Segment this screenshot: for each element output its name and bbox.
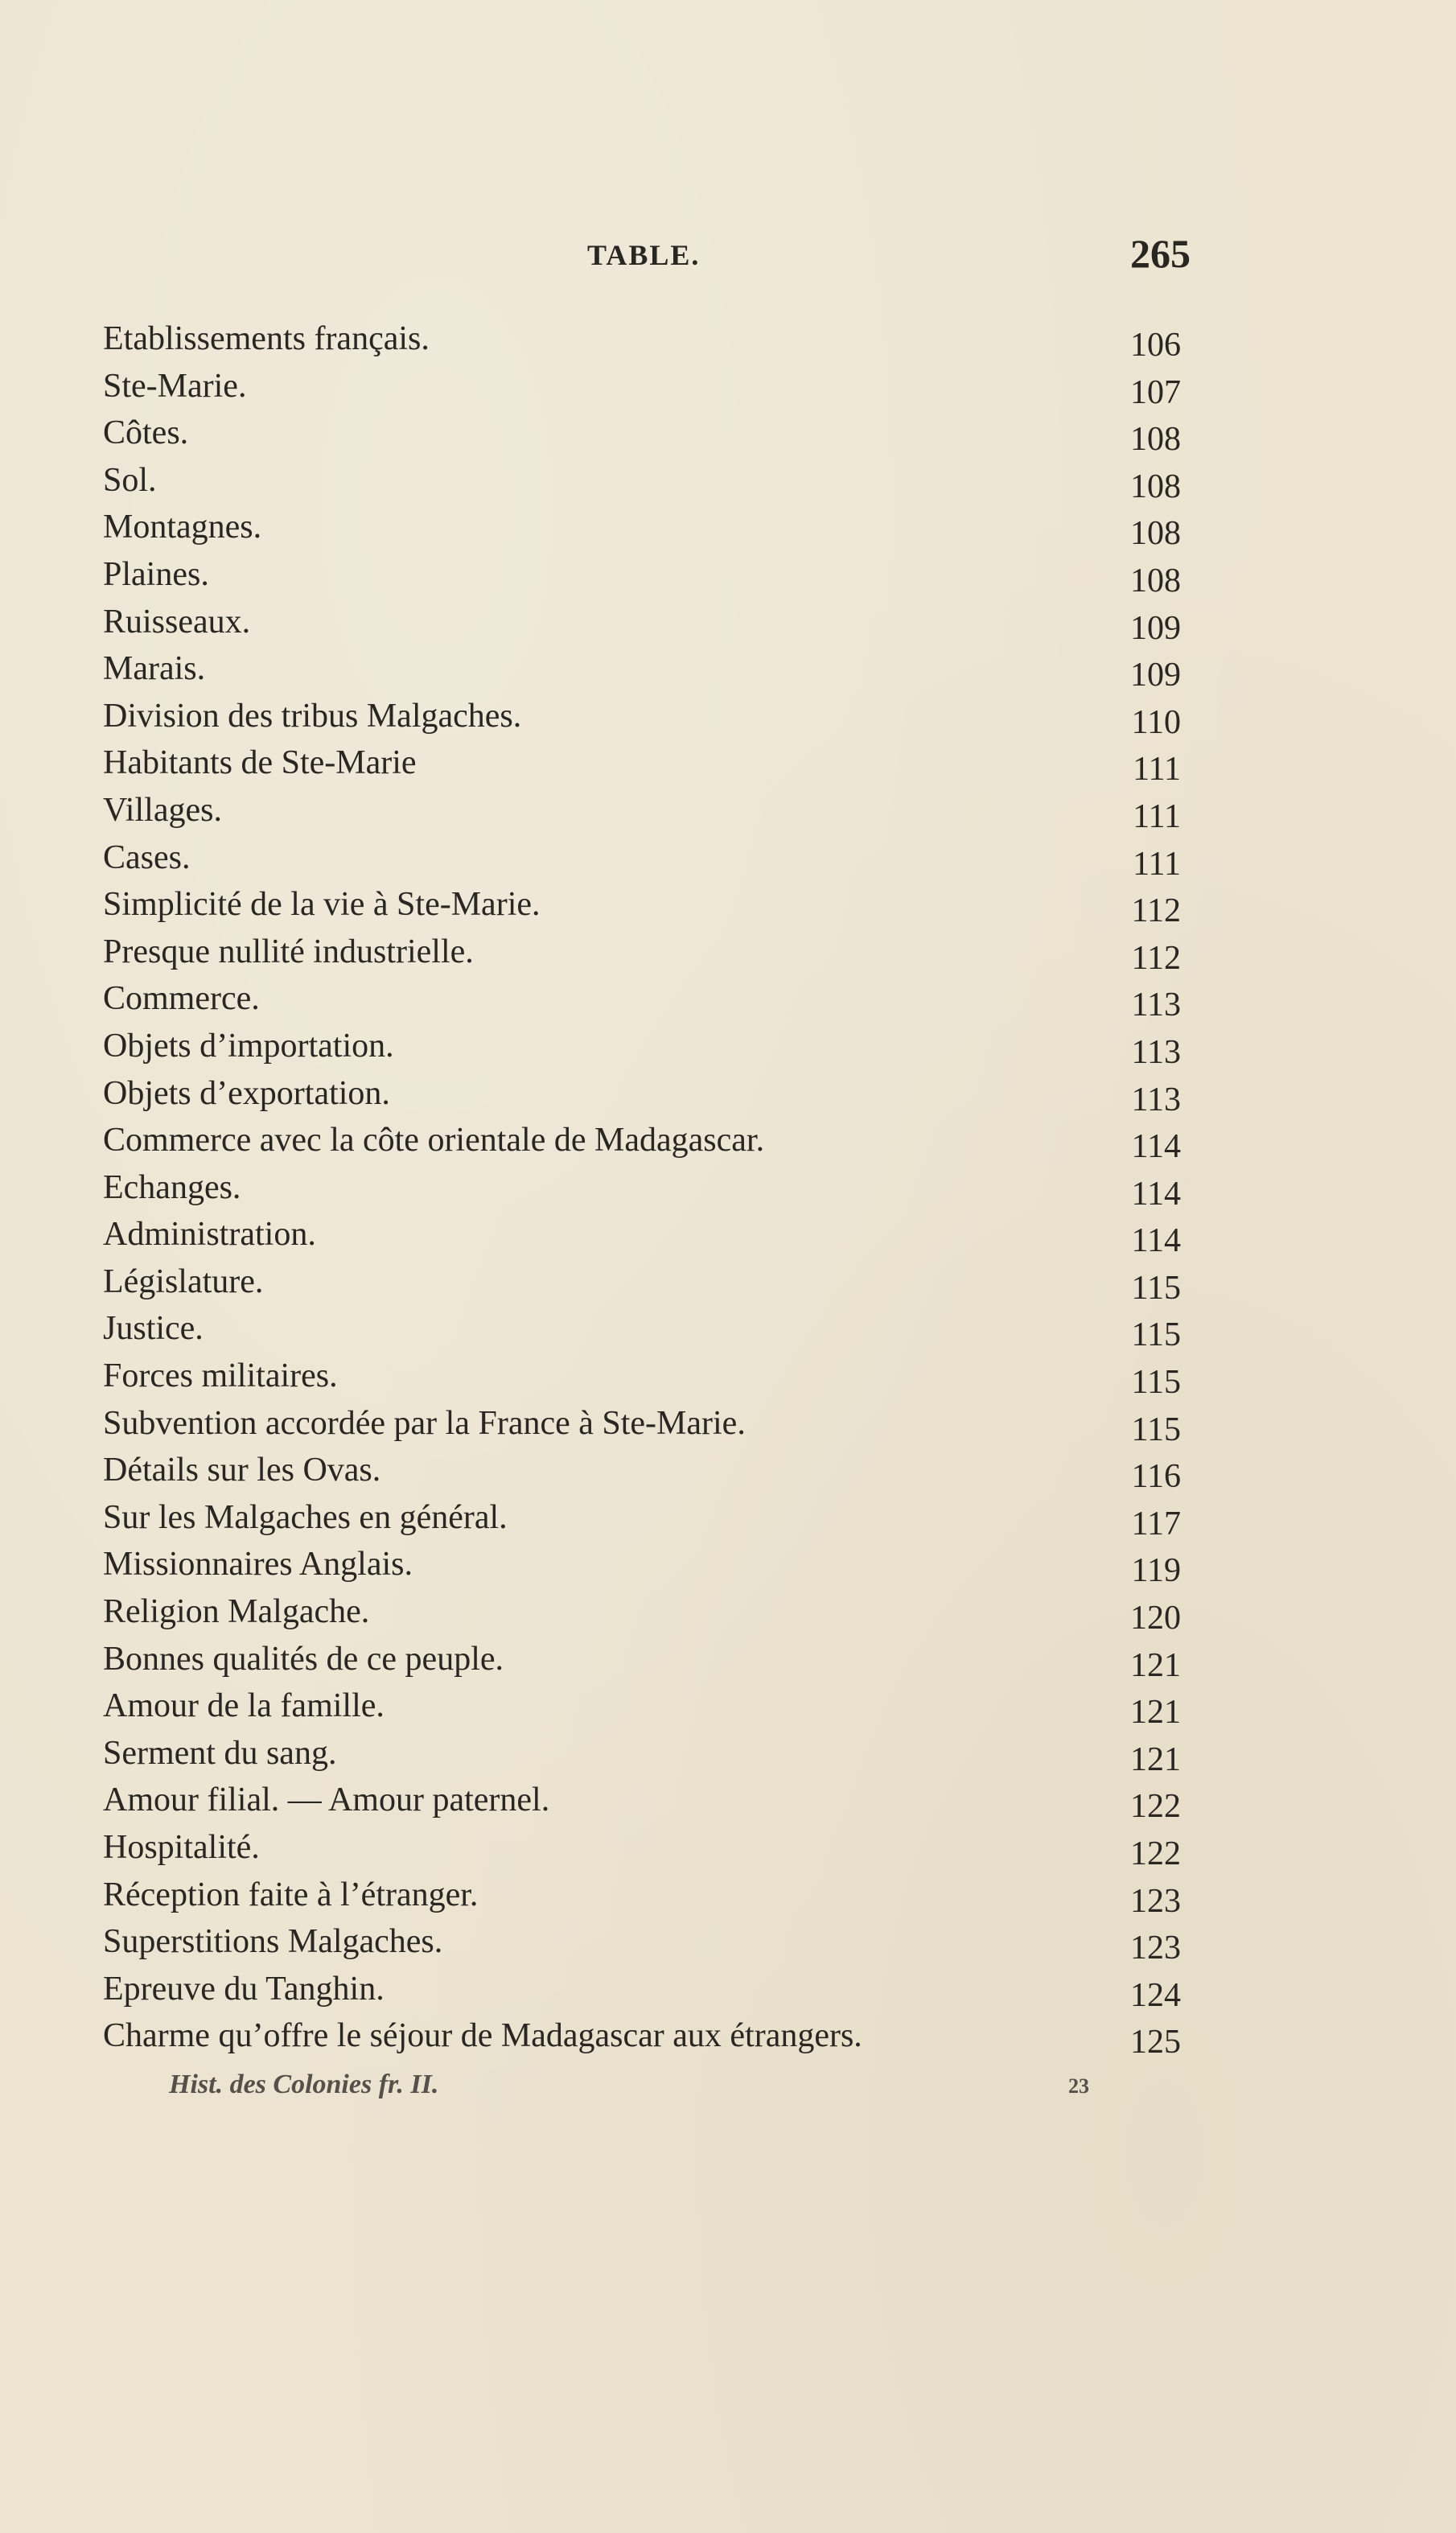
toc-entry (103, 1353, 1181, 1400)
printer-signature: Hist. des Colonies fr. II. (169, 2070, 439, 2099)
toc-entry-page: 123 (1130, 1930, 1181, 1967)
toc-entry (103, 1070, 1181, 1118)
toc-entry-title: Superstitions Malgaches. (103, 1923, 443, 1961)
toc-entry-page: 122 (1130, 1788, 1181, 1826)
toc-entry-page: 119 (1131, 1552, 1181, 1590)
toc-entry (103, 1588, 1181, 1636)
toc-entry (103, 1777, 1181, 1824)
page-footer (169, 2070, 1134, 2110)
toc-entry (103, 1164, 1181, 1212)
page-number: 265 (1130, 231, 1191, 276)
toc-entry-page: 115 (1131, 1364, 1181, 1402)
toc-entry-title: Subvention accordée par la France à Ste-Marie. (103, 1404, 746, 1442)
toc-entry-page: 114 (1131, 1222, 1181, 1260)
toc-entry-page: 113 (1131, 1033, 1181, 1071)
toc-entry (103, 1023, 1181, 1070)
toc-entry (103, 1541, 1181, 1588)
toc-entry-title: Sol. (103, 461, 157, 499)
toc-entry (103, 1824, 1181, 1872)
toc-entry-page: 122 (1130, 1835, 1181, 1872)
toc-entry-title: Missionnaires Anglais. (103, 1546, 413, 1584)
toc-entry-title: Législature. (103, 1262, 264, 1300)
toc-entry-title: Simplicité de la vie à Ste-Marie. (103, 886, 541, 924)
toc-entry-page: 107 (1130, 373, 1181, 411)
toc-entry-page: 113 (1131, 986, 1181, 1024)
toc-entry-title: Division des tribus Malgaches. (103, 697, 522, 735)
toc-entry (103, 645, 1181, 693)
toc-entry-title: Habitants de Ste-Marie (103, 744, 417, 782)
toc-entry-page: 121 (1130, 1694, 1181, 1732)
toc-entry-page: 114 (1131, 1175, 1181, 1213)
toc-entry (103, 739, 1181, 787)
toc-entry-page: 114 (1131, 1128, 1181, 1166)
toc-entry-title: Commerce avec la côte orientale de Madagascar. (103, 1122, 765, 1159)
toc-entry (103, 599, 1181, 646)
toc-entry-title: Administration. (103, 1216, 316, 1254)
sheet-mark: 23 (1068, 2074, 1089, 2098)
toc-entry-page: 124 (1130, 1976, 1181, 2014)
toc-entry (103, 315, 1181, 363)
toc-entry-title: Justice. (103, 1310, 204, 1348)
toc-entry-title: Côtes. (103, 414, 189, 452)
toc-entry-title: Détails sur les Ovas. (103, 1452, 381, 1489)
toc-entry-page: 111 (1133, 751, 1181, 789)
page-header (105, 231, 1191, 282)
toc-entry-title: Ruisseaux. (103, 603, 251, 640)
toc-entry-title: Forces militaires. (103, 1357, 338, 1395)
table-of-contents (103, 315, 1181, 2060)
toc-entry (103, 1494, 1181, 1542)
toc-entry-title: Hospitalité. (103, 1829, 260, 1866)
toc-entry (103, 504, 1181, 551)
toc-entry (103, 1682, 1181, 1730)
toc-entry (103, 457, 1181, 505)
toc-entry-page: 123 (1130, 1882, 1181, 1920)
toc-entry-title: Religion Malgache. (103, 1593, 370, 1631)
toc-entry-title: Ste-Marie. (103, 367, 247, 405)
toc-entry (103, 693, 1181, 740)
toc-entry-page: 115 (1131, 1269, 1181, 1307)
toc-entry-title: Réception faite à l’étranger. (103, 1876, 479, 1913)
toc-entry-title: Amour filial. — Amour paternel. (103, 1781, 550, 1819)
toc-entry (103, 1400, 1181, 1448)
toc-entry-page: 113 (1131, 1081, 1181, 1118)
toc-entry-page: 125 (1130, 2024, 1181, 2061)
toc-entry-page: 121 (1130, 1740, 1181, 1778)
toc-entry (103, 929, 1181, 976)
toc-entry (103, 975, 1181, 1023)
toc-entry-title: Echanges. (103, 1168, 241, 1206)
toc-entry-page: 108 (1130, 562, 1181, 599)
toc-entry-title: Marais. (103, 650, 206, 688)
toc-entry (103, 551, 1181, 599)
toc-entry-page: 108 (1130, 467, 1181, 505)
toc-entry (103, 1636, 1181, 1683)
toc-entry-page: 111 (1133, 797, 1181, 835)
running-title: TABLE. (587, 239, 701, 271)
toc-entry-page: 106 (1130, 327, 1181, 364)
toc-entry-page: 121 (1130, 1646, 1181, 1684)
toc-entry (103, 1966, 1181, 2013)
toc-entry-page: 111 (1133, 845, 1181, 883)
toc-entry (103, 1117, 1181, 1164)
toc-entry (103, 2012, 1181, 2060)
toc-entry-page: 112 (1131, 939, 1181, 977)
toc-entry-page: 117 (1131, 1505, 1181, 1542)
toc-entry (103, 1918, 1181, 1966)
toc-entry (103, 787, 1181, 834)
toc-entry-title: Commerce. (103, 980, 260, 1018)
toc-entry-title: Serment du sang. (103, 1734, 337, 1772)
toc-entry-title: Etablissements français. (103, 320, 430, 357)
toc-entry-title: Montagnes. (103, 509, 262, 546)
toc-entry-page: 109 (1130, 657, 1181, 694)
toc-entry (103, 410, 1181, 457)
toc-entry-title: Epreuve du Tanghin. (103, 1970, 385, 2008)
toc-entry-page: 116 (1131, 1458, 1181, 1496)
toc-entry (103, 1447, 1181, 1494)
toc-entry (103, 1730, 1181, 1777)
toc-entry (103, 1211, 1181, 1258)
toc-entry-title: Villages. (103, 791, 222, 829)
toc-entry-page: 109 (1130, 609, 1181, 647)
toc-entry-title: Cases. (103, 838, 191, 876)
toc-entry-title: Sur les Malgaches en général. (103, 1498, 508, 1536)
toc-entry-title: Amour de la famille. (103, 1687, 385, 1725)
toc-entry (103, 834, 1181, 882)
toc-entry (103, 1872, 1181, 1919)
toc-entry-title: Presque nullité industrielle. (103, 933, 474, 970)
toc-entry-page: 110 (1131, 703, 1181, 741)
toc-entry-page: 108 (1130, 421, 1181, 459)
toc-entry-title: Plaines. (103, 555, 209, 593)
toc-entry-title: Objets d’importation. (103, 1027, 394, 1065)
toc-entry-page: 115 (1131, 1411, 1181, 1448)
toc-entry-page: 120 (1130, 1600, 1181, 1637)
toc-entry-title: Bonnes qualités de ce peuple. (103, 1640, 504, 1678)
toc-entry-title: Objets d’exportation. (103, 1074, 390, 1112)
toc-entry (103, 1258, 1181, 1306)
toc-entry-page: 108 (1130, 515, 1181, 553)
toc-entry (103, 363, 1181, 410)
toc-entry (103, 1305, 1181, 1353)
toc-entry-page: 115 (1131, 1316, 1181, 1354)
toc-entry-title: Charme qu’offre le séjour de Madagascar aux étrangers. (103, 2017, 862, 2055)
toc-entry-page: 112 (1131, 892, 1181, 930)
toc-entry (103, 881, 1181, 929)
